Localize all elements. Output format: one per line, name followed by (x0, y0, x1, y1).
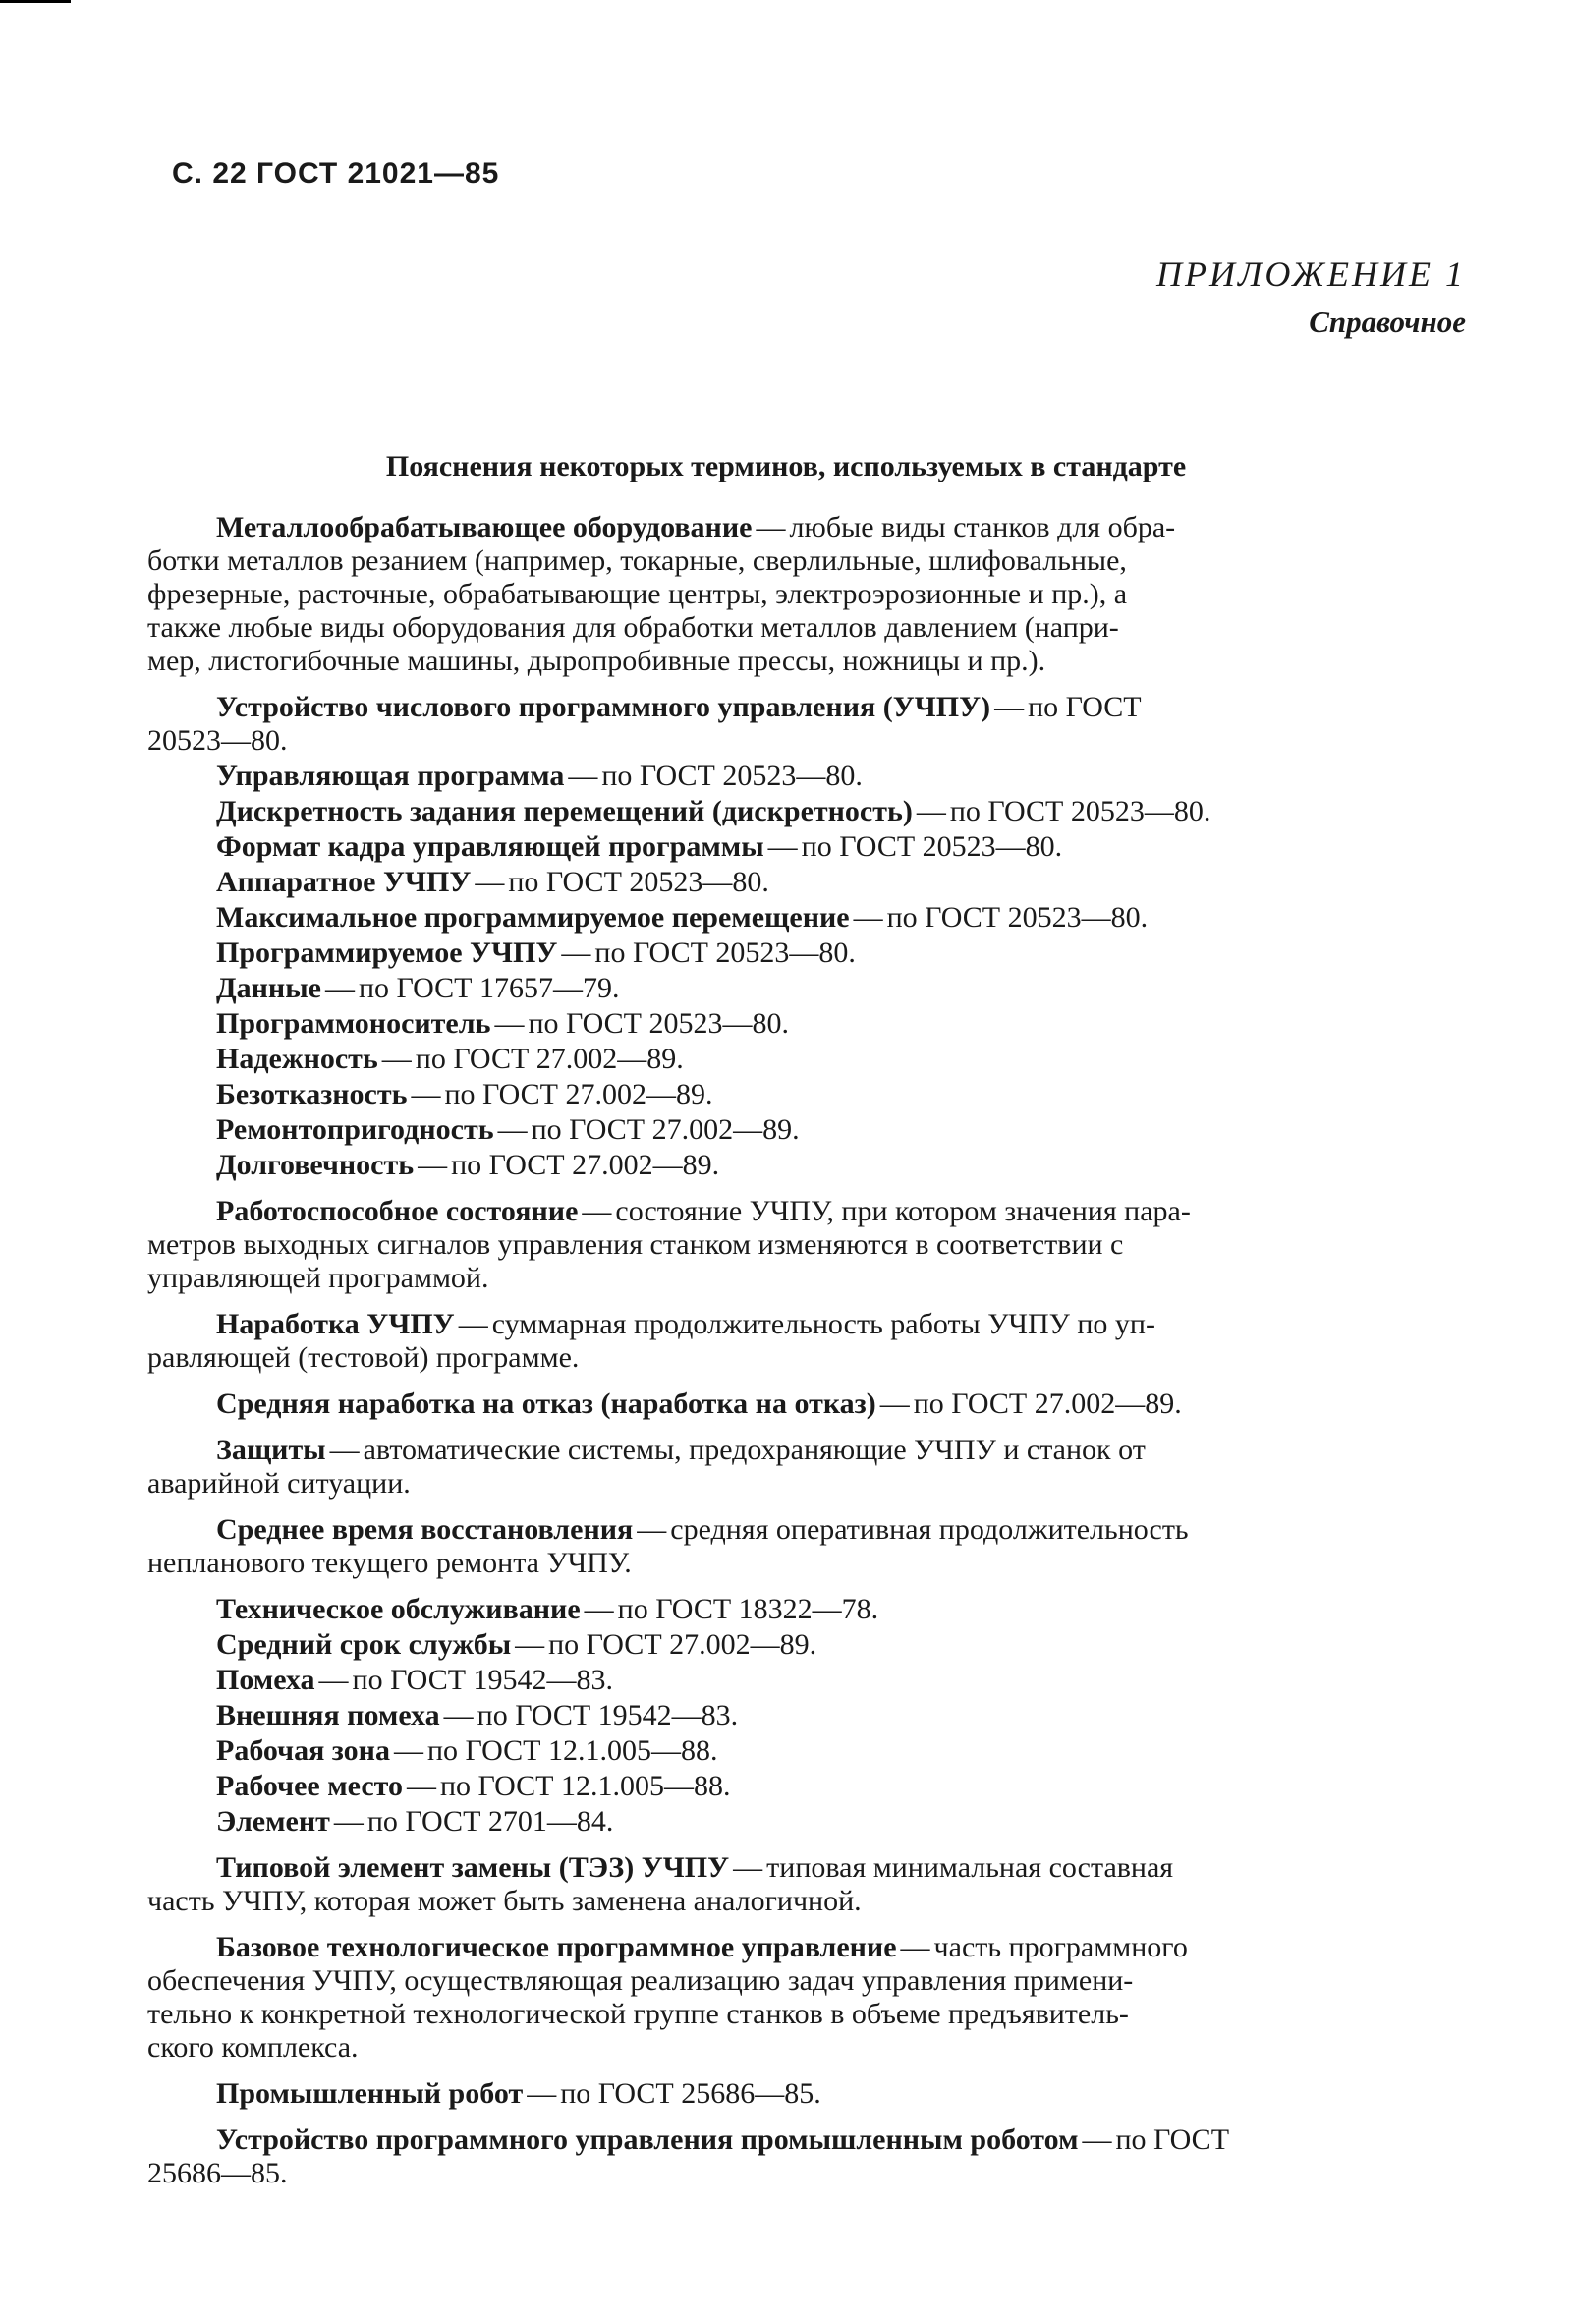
term-dash: — (637, 1513, 667, 1546)
term-first-line (216, 795, 1511, 828)
term-definition-text: тельно к конкретной технологической группе станков в объеме предъявитель- (147, 1998, 1129, 2030)
term-dash: — (475, 866, 505, 898)
term-definition-text: обеспечения УЧПУ, осуществляющая реализацию задач управления примени- (147, 1964, 1134, 1997)
term-entry (216, 830, 1511, 864)
term-dash: — (756, 511, 786, 543)
term-first-line (216, 2124, 1511, 2157)
term-first-line (216, 866, 1511, 899)
term-entry (147, 1851, 1511, 1918)
term-entry (216, 760, 1511, 793)
term-continuation-line (147, 1467, 1511, 1501)
term-definition-text: по ГОСТ (1028, 691, 1142, 723)
term-name: Средняя наработка на отказ (наработка на отказ) (216, 1388, 876, 1420)
term-name: Надежность (216, 1043, 378, 1075)
term-entry (216, 1113, 1511, 1147)
term-definition-text: по ГОСТ 27.002—89. (913, 1388, 1182, 1420)
term-definition-text: по ГОСТ 19542—83. (477, 1699, 739, 1731)
term-entry (147, 691, 1511, 758)
term-first-line (216, 1805, 1511, 1839)
term-dash: — (584, 1593, 614, 1625)
term-first-line (216, 1078, 1511, 1111)
term-first-line (216, 1388, 1511, 1421)
term-dash: — (458, 1308, 488, 1340)
term-first-line (216, 1699, 1511, 1732)
term-first-line (216, 1149, 1511, 1182)
term-dash: — (994, 691, 1025, 723)
term-continuation-line (147, 1885, 1511, 1918)
term-entry (216, 1078, 1511, 1111)
term-entry (216, 1805, 1511, 1839)
term-entry (147, 1931, 1511, 2065)
term-first-line (216, 2077, 1511, 2111)
term-definition-text: по ГОСТ 2701—84. (366, 1805, 614, 1838)
term-dash: — (494, 1007, 525, 1040)
term-continuation-line (147, 1964, 1511, 1998)
term-name: Ремонтопригодность (216, 1113, 494, 1146)
term-name: Безотказность (216, 1078, 408, 1110)
term-continuation-line (147, 544, 1511, 578)
term-definition-text: по ГОСТ 20523—80. (601, 760, 863, 792)
term-first-line (216, 1195, 1511, 1228)
term-name: Техническое обслуживание (216, 1593, 581, 1625)
term-definition-text: аварийной ситуации. (147, 1467, 411, 1500)
term-name: Помеха (216, 1664, 315, 1696)
term-first-line (216, 1931, 1511, 1964)
term-definition-text: ского комплекса. (147, 2031, 359, 2064)
term-first-line (216, 830, 1511, 864)
term-dash: — (411, 1078, 441, 1110)
term-name: Устройство программного управления промышленным роботом (216, 2124, 1079, 2156)
term-definition-text: по ГОСТ 17657—79. (358, 972, 620, 1004)
appendix-label (1156, 254, 1466, 340)
term-definition-text: равляющей (тестовой) программе. (147, 1341, 580, 1374)
term-definition-text: управляющей программой. (147, 1262, 489, 1294)
term-definition-text: по ГОСТ 20523—80. (886, 901, 1149, 934)
term-definition-text: по ГОСТ 27.002—89. (415, 1043, 684, 1075)
term-name: Максимальное программируемое перемещение (216, 901, 850, 934)
term-entry (216, 1149, 1511, 1182)
term-continuation-line (147, 1998, 1511, 2031)
term-entry (147, 1434, 1511, 1501)
term-first-line (216, 1770, 1511, 1803)
term-name: Устройство числового программного управления (УЧПУ) (216, 691, 991, 723)
term-definition-text: по ГОСТ 27.002—89. (451, 1149, 720, 1181)
term-entry (216, 972, 1511, 1005)
term-name: Рабочее место (216, 1770, 403, 1802)
term-first-line (216, 1593, 1511, 1626)
page-header: С. 22 ГОСТ 21021—85 (172, 157, 500, 190)
term-entry (216, 2077, 1511, 2111)
term-definition-text: состояние УЧПУ, при котором значения пара- (615, 1195, 1191, 1227)
term-dash: — (879, 1388, 910, 1420)
term-definition-text: непланового текущего ремонта УЧПУ. (147, 1547, 632, 1579)
term-entry (216, 1628, 1511, 1662)
term-dash: — (568, 760, 598, 792)
term-name: Металлообрабатывающее оборудование (216, 511, 753, 543)
term-dash: — (329, 1434, 360, 1466)
term-first-line (216, 972, 1511, 1005)
term-name: Программоноситель (216, 1007, 491, 1040)
term-entry (216, 1664, 1511, 1697)
term-dash: — (443, 1699, 474, 1731)
term-name: Формат кадра управляющей программы (216, 830, 764, 863)
term-dash: — (561, 936, 591, 969)
term-name: Дискретность задания перемещений (дискретность) (216, 795, 913, 827)
term-first-line (216, 1513, 1511, 1547)
term-definition-text: фрезерные, расточные, обрабатывающие центры, электроэрозионные и пр.), а (147, 578, 1128, 610)
term-first-line (216, 1007, 1511, 1041)
term-name: Рабочая зона (216, 1734, 390, 1767)
term-first-line (216, 1664, 1511, 1697)
term-entry (216, 1388, 1511, 1421)
term-entry (147, 511, 1511, 678)
term-continuation-line (147, 1547, 1511, 1580)
term-entry (216, 936, 1511, 970)
term-definition-text: по ГОСТ 12.1.005—88. (439, 1770, 731, 1802)
term-name: Данные (216, 972, 321, 1004)
term-dash: — (515, 1628, 545, 1661)
term-definition-text: по ГОСТ 20523—80. (508, 866, 769, 898)
term-definition-text: 20523—80. (147, 724, 288, 757)
term-definition-text: по ГОСТ 25686—85. (560, 2077, 821, 2110)
term-dash: — (527, 2077, 557, 2110)
term-entry (147, 1513, 1511, 1580)
term-name: Внешняя помеха (216, 1699, 440, 1731)
term-definition-text: по ГОСТ 19542—83. (352, 1664, 614, 1696)
term-definition-text: по ГОСТ 27.002—89. (531, 1113, 800, 1146)
term-entry (216, 795, 1511, 828)
term-entry (147, 2124, 1511, 2190)
term-continuation-line (147, 2157, 1511, 2190)
term-entry (216, 1007, 1511, 1041)
term-first-line (216, 936, 1511, 970)
term-name: Работоспособное состояние (216, 1195, 579, 1227)
term-first-line (216, 511, 1511, 544)
term-definition-text: по ГОСТ 20523—80. (801, 830, 1063, 863)
term-definition-text: средняя оперативная продолжительность (670, 1513, 1189, 1546)
terms-list (147, 511, 1511, 2192)
scan-corner-mark (0, 0, 71, 3)
term-definition-text: типовая минимальная составная (766, 1851, 1174, 1884)
term-entry (147, 1195, 1511, 1295)
term-definition-text: также любые виды оборудования для обработки металлов давлением (напри- (147, 611, 1119, 644)
term-continuation-line (147, 578, 1511, 611)
term-entry (216, 866, 1511, 899)
term-name: Наработка УЧПУ (216, 1308, 455, 1340)
term-definition-text: по ГОСТ 20523—80. (594, 936, 856, 969)
term-name: Защиты (216, 1434, 326, 1466)
appendix-title: ПРИЛОЖЕНИЕ 1 (1156, 255, 1466, 294)
term-first-line (216, 1628, 1511, 1662)
term-dash: — (333, 1805, 364, 1838)
term-entry (216, 1593, 1511, 1626)
term-continuation-line (147, 724, 1511, 758)
term-definition-text: часть программного (933, 1931, 1188, 1963)
term-dash: — (381, 1043, 412, 1075)
term-entry (216, 1734, 1511, 1768)
term-dash: — (497, 1113, 528, 1146)
term-name: Долговечность (216, 1149, 415, 1181)
term-first-line (216, 901, 1511, 935)
term-dash: — (853, 901, 883, 934)
term-entry (216, 1770, 1511, 1803)
term-continuation-line (147, 611, 1511, 645)
term-entry (147, 1308, 1511, 1375)
term-first-line (216, 1308, 1511, 1341)
term-definition-text: мер, листогибочные машины, дыропробивные прессы, ножницы и пр.). (147, 645, 1046, 677)
term-definition-text: суммарная продолжительность работы УЧПУ по уп- (491, 1308, 1155, 1340)
term-dash: — (324, 972, 355, 1004)
term-continuation-line (147, 1262, 1511, 1295)
term-name: Управляющая программа (216, 760, 565, 792)
term-definition-text: по ГОСТ 20523—80. (528, 1007, 789, 1040)
term-dash: — (406, 1770, 436, 1802)
term-definition-text: по ГОСТ 27.002—89. (444, 1078, 713, 1110)
term-definition-text: по ГОСТ 12.1.005—88. (426, 1734, 718, 1767)
term-continuation-line (147, 645, 1511, 678)
term-first-line (216, 1734, 1511, 1768)
appendix-subtitle: Справочное (1309, 305, 1466, 339)
term-definition-text: ботки металлов резанием (например, токарные, сверлильные, шлифовальные, (147, 544, 1127, 577)
section-heading: Пояснения некоторых терминов, используемых в стандарте (385, 450, 1187, 482)
term-definition-text: по ГОСТ (1115, 2124, 1230, 2156)
term-definition-text: по ГОСТ 20523—80. (949, 795, 1211, 827)
term-dash: — (900, 1931, 930, 1963)
term-first-line (216, 1434, 1511, 1467)
term-definition-text: по ГОСТ 18322—78. (617, 1593, 879, 1625)
term-definition-text: по ГОСТ 27.002—89. (548, 1628, 817, 1661)
term-first-line (216, 1851, 1511, 1885)
term-definition-text: автоматические системы, предохраняющие УЧПУ и станок от (363, 1434, 1146, 1466)
term-name: Средний срок службы (216, 1628, 512, 1661)
term-entry (216, 1043, 1511, 1076)
term-dash: — (393, 1734, 423, 1767)
term-continuation-line (147, 1341, 1511, 1375)
term-dash: — (318, 1664, 349, 1696)
term-first-line (216, 691, 1511, 724)
term-name: Базовое технологическое программное управление (216, 1931, 897, 1963)
term-definition-text: любые виды станков для обра- (789, 511, 1176, 543)
term-continuation-line (147, 2031, 1511, 2065)
term-name: Промышленный робот (216, 2077, 524, 2110)
term-dash: — (418, 1149, 448, 1181)
term-definition-text: часть УЧПУ, которая может быть заменена аналогичной. (147, 1885, 862, 1917)
term-name: Аппаратное УЧПУ (216, 866, 472, 898)
term-dash: — (767, 830, 798, 863)
term-dash: — (1082, 2124, 1112, 2156)
term-first-line (216, 1043, 1511, 1076)
term-first-line (216, 760, 1511, 793)
term-entry (216, 901, 1511, 935)
term-name: Программируемое УЧПУ (216, 936, 558, 969)
term-continuation-line (147, 1228, 1511, 1262)
term-definition-text: 25686—85. (147, 2157, 288, 2189)
term-dash: — (733, 1851, 763, 1884)
term-name: Типовой элемент замены (ТЭЗ) УЧПУ (216, 1851, 730, 1884)
term-dash: — (582, 1195, 612, 1227)
term-name: Элемент (216, 1805, 330, 1838)
term-name: Среднее время восстановления (216, 1513, 634, 1546)
term-first-line (216, 1113, 1511, 1147)
term-dash: — (916, 795, 946, 827)
term-definition-text: метров выходных сигналов управления станком изменяются в соответствии с (147, 1228, 1124, 1261)
term-entry (216, 1699, 1511, 1732)
